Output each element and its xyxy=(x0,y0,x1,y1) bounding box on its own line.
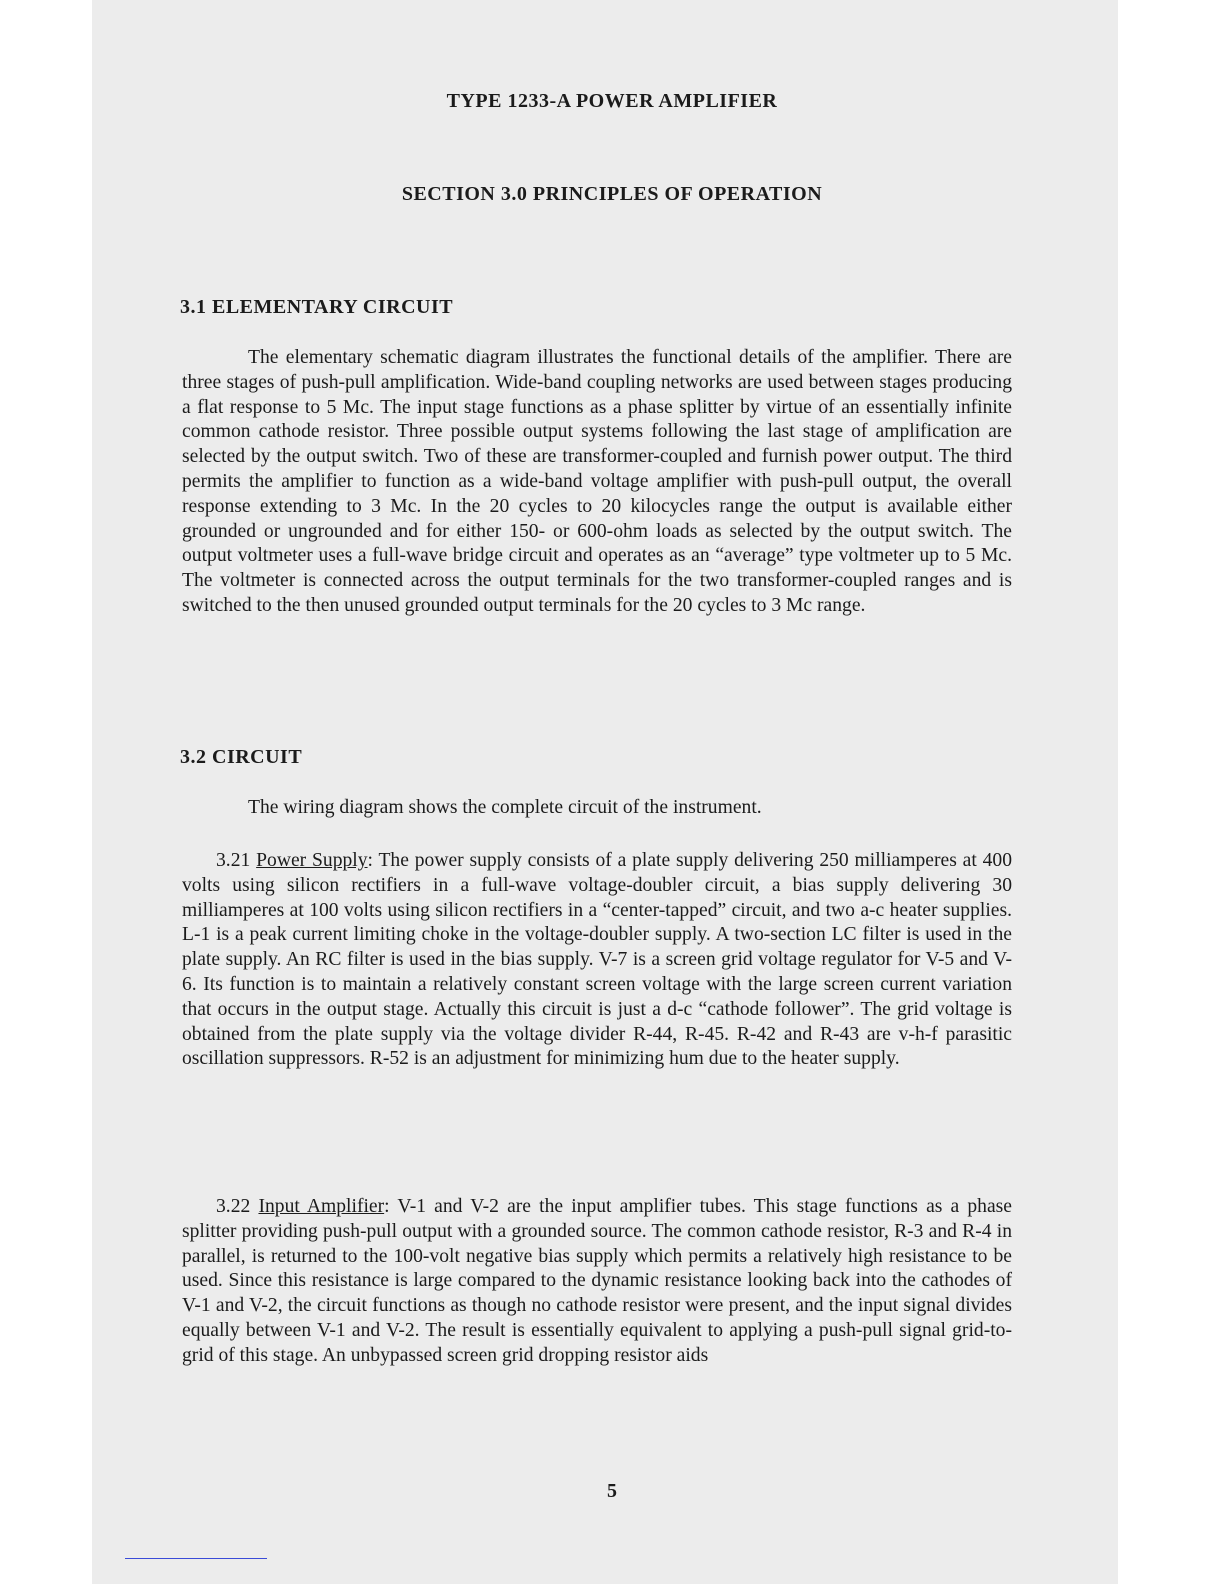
document-title: TYPE 1233-A POWER AMPLIFIER xyxy=(446,90,778,112)
heading-3-1: 3.1 ELEMENTARY CIRCUIT xyxy=(180,296,454,318)
paragraph-body: : V-1 and V-2 are the input amplifier tubes. This stage functions as a phase splitter providing push-pull output with a grounded source. The common cathode resistor, R-3 and R-4 in parallel, is returned to the 100-volt negative bias supply which permits a relatively high resistance to be used. Since this resistance is large compared to the dynamic resistance looking back into the cathodes of V-1 and V-2, the circuit functions as though no cathode resistor were present, and the input signal divides equally between V-1 and V-2. The result is essentially equivalent to applying a push-pull signal grid-to-grid of this stage. An unbypassed screen grid dropping resistor aids xyxy=(182,1196,1012,1366)
page-number: 5 xyxy=(607,1480,617,1502)
subsection-title: Input Amplifier xyxy=(258,1196,385,1217)
section-title: SECTION 3.0 PRINCIPLES OF OPERATION xyxy=(401,183,823,205)
footer-rule xyxy=(125,1558,267,1559)
paragraph-body: : The power supply consists of a plate supply delivering 250 milliamperes at 400 volts using silicon rectifiers in a full-wave voltage-doubler circuit, a bias supply delivering 30 milliamperes at 100 volts using silicon rectifiers in a “center-tapped” circuit, and two a-c heater supplies. L-1 is a peak current limiting choke in the voltage-doubler supply. A two-section LC filter is used in the plate supply. An RC filter is used in the bias supply. V-7 is a screen grid voltage regulator for V-5 and V-6. Its function is to maintain a relatively constant screen voltage with the large screen current variation that occurs in the output stage. Actually this circuit is just a d-c “cathode follower”. The grid voltage is obtained from the plate supply via the voltage divider R-44, R-45. R-42 and R-43 are v-h-f parasitic oscillation suppressors. R-52 is an adjustment for minimizing hum due to the heater supply. xyxy=(182,850,1013,1070)
paragraph-elementary-circuit: The elementary schematic diagram illustrates the functional details of the amplifier. There are three stages of push-pull amplification. Wide-band coupling networks are used between stages producing a flat response to 5 Mc. The input stage functions as a phase splitter by virtue of an essentially infinite common cathode resistor. Three possible output systems following the last stage of amplification are selected by the output switch. Two of these are transformer-coupled and furnish power output. The third permits the amplifier to function as a wide-band voltage amplifier with push-pull output, the overall response extending to 3 Mc. In the 20 cycles to 20 kilocycles range the output is available either grounded or ungrounded and for either 150- or 600-ohm loads as selected by the output switch. The output voltmeter uses a full-wave bridge circuit and operates as an “average” type voltmeter up to 5 Mc. The voltmeter is connected across the output terminals for the two transformer-coupled ranges and is switched to the then unused grounded output terminals for the 20 cycles to 3 Mc range. xyxy=(182,347,1012,616)
paragraph-number: 3.22 xyxy=(216,1196,251,1217)
paragraph-number: 3.21 xyxy=(216,850,251,871)
paragraph-power-supply xyxy=(182,849,1012,1072)
paragraph-circuit: The wiring diagram shows the complete circuit of the instrument. xyxy=(248,797,762,818)
heading-3-2: 3.2 CIRCUIT xyxy=(180,746,303,768)
subsection-title: Power Supply xyxy=(256,850,368,871)
paragraph-input-amplifier xyxy=(182,1195,1012,1369)
